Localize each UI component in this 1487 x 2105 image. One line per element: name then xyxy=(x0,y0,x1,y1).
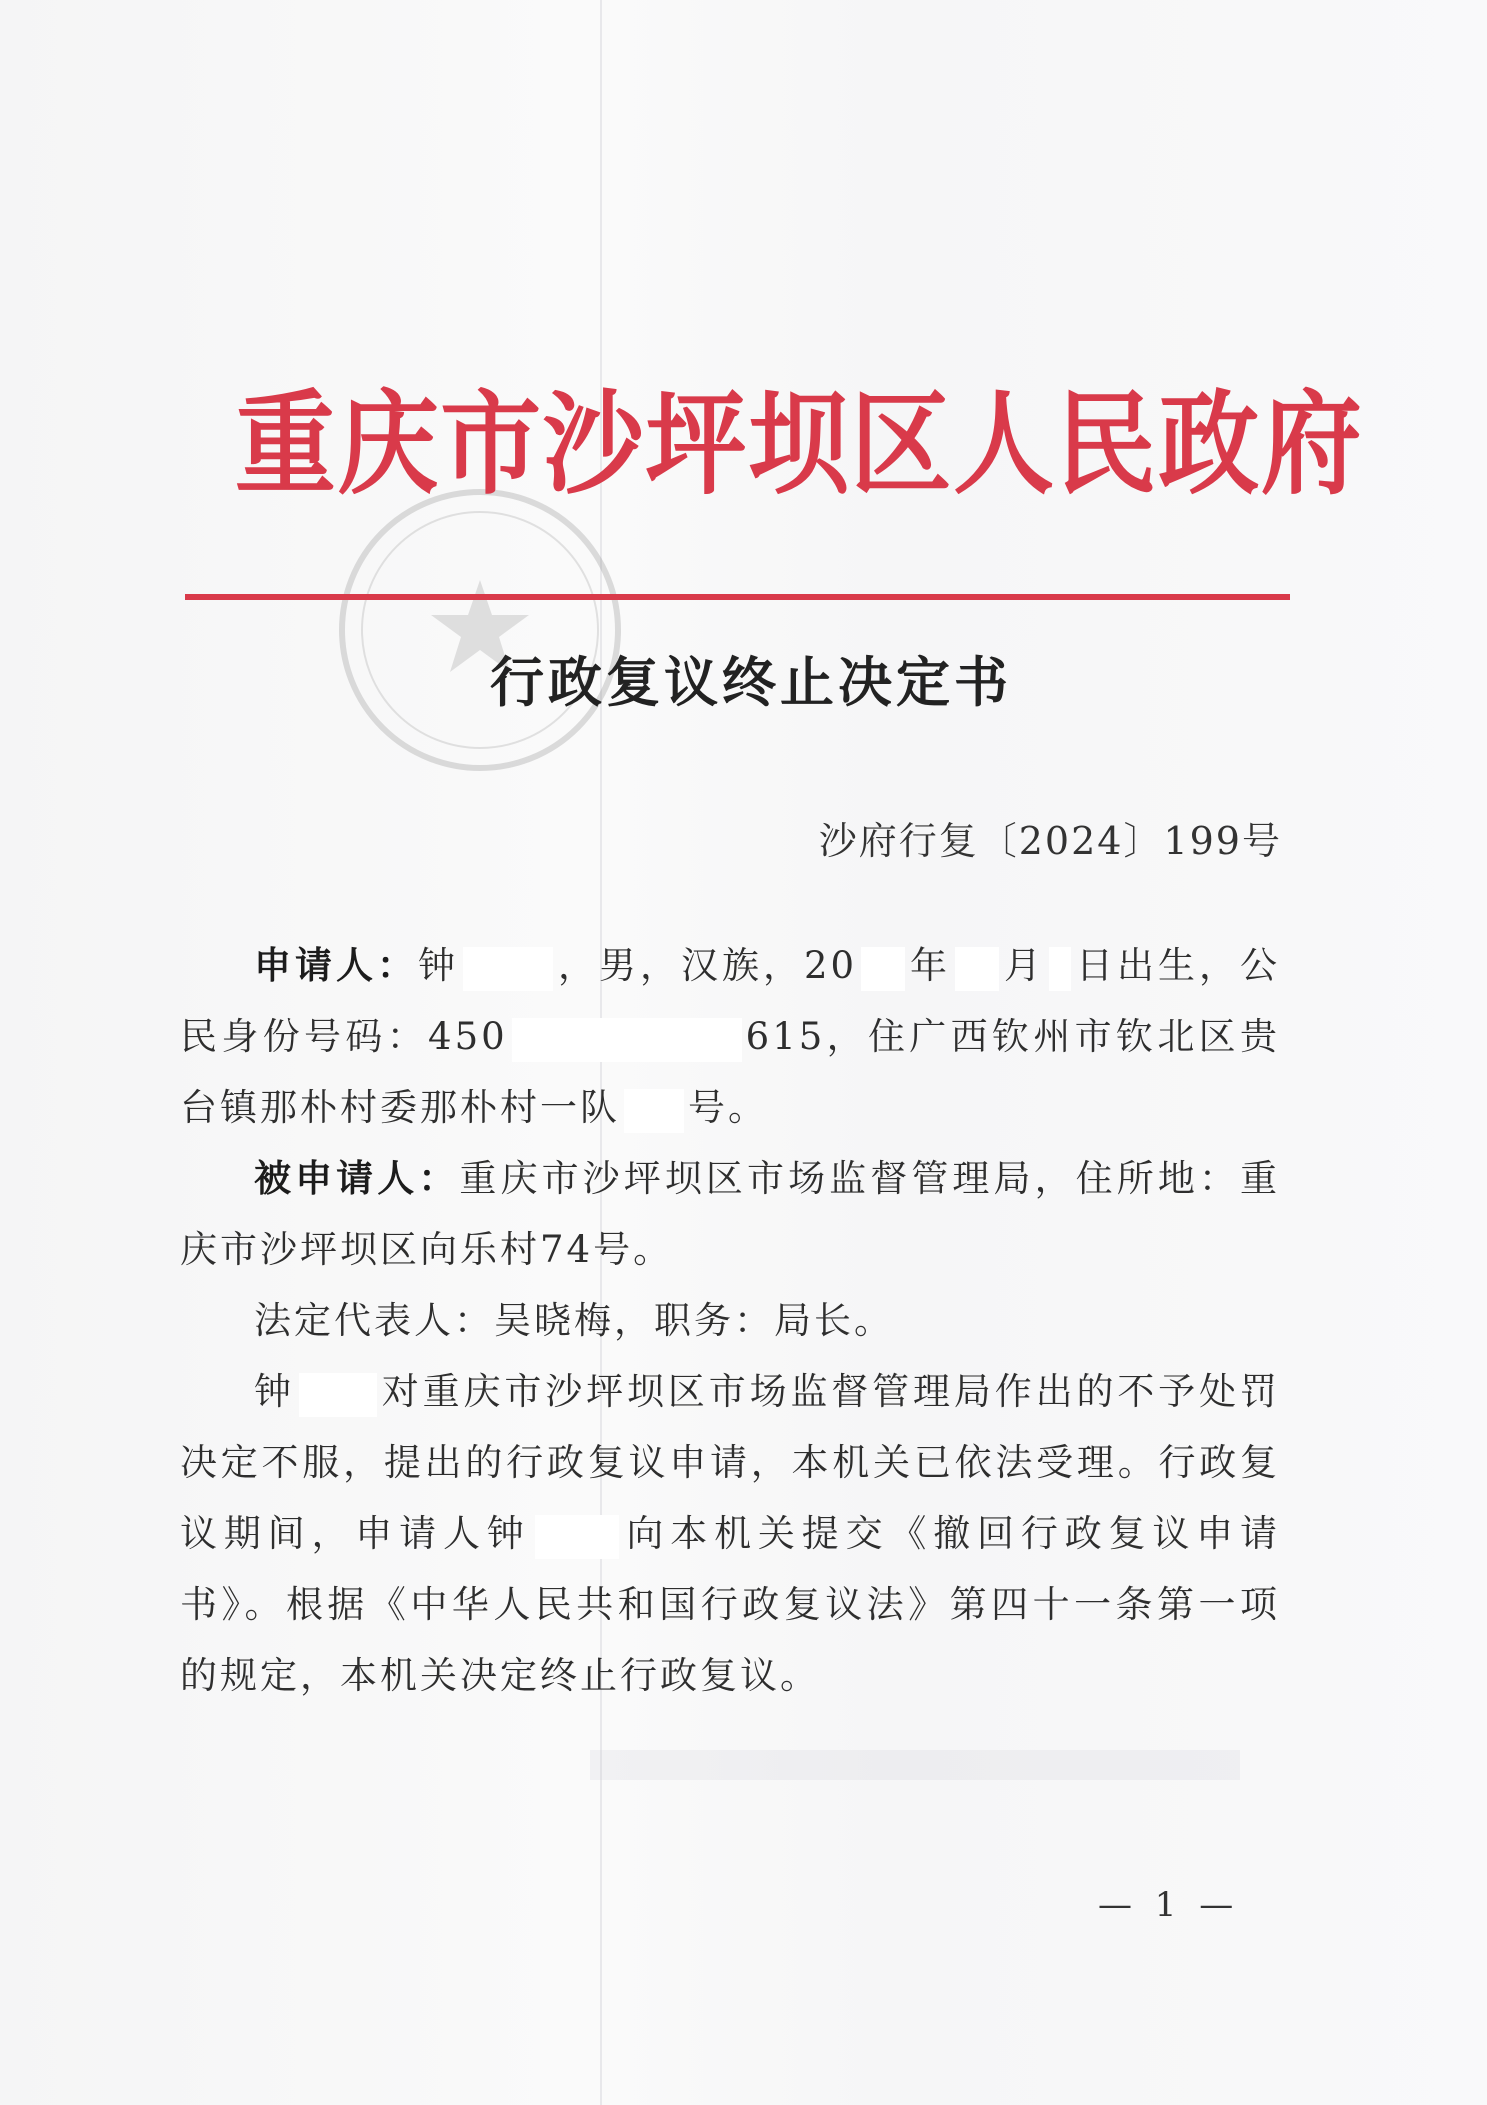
redacted-name xyxy=(535,1515,619,1559)
bleed-through-text xyxy=(590,1750,1240,1780)
page-number: — 1 — xyxy=(1098,1885,1240,1925)
issuing-authority-title: 重庆市沙坪坝区人民政府 xyxy=(235,380,1364,510)
house-suffix: 号。 xyxy=(688,1086,768,1129)
official-seal-icon xyxy=(335,485,625,775)
applicant-id-prefix: 450 xyxy=(428,1015,508,1058)
respondent-text: 重庆市沙坪坝区市场监督管理局，住所地：重庆市沙坪坝区向乐村74号。 xyxy=(180,1157,1281,1271)
document-title: 行政复议终止决定书 xyxy=(490,650,1012,714)
decision-text-part2: 向本机关提交《撤回行政复议申请书》。根据《中华人民共和国行政复议法》第四十一条第一项的规定，本机关决定终止行政复议。 xyxy=(180,1512,1280,1697)
decision-paragraph xyxy=(180,1356,1280,1711)
applicant-gender-ethnicity: ，男，汉族， xyxy=(556,944,804,987)
applicant-address: 住广西钦州市钦北区贵台镇那朴村委那朴村一队 xyxy=(180,1015,1281,1129)
decision-text-part1: 对重庆市沙坪坝区市场监督管理局作出的不予处罚决定不服，提出的行政复议申请，本机关已依法受理。行政复议期间，申请人钟 xyxy=(180,1370,1281,1555)
redacted-name xyxy=(299,1373,377,1417)
document-body xyxy=(180,930,1280,1711)
respondent-paragraph xyxy=(180,1143,1280,1285)
applicant-id-suffix: 615， xyxy=(745,1015,868,1058)
representative-paragraph: 法定代表人：吴晓梅，职务：局长。 xyxy=(254,1299,894,1342)
applicant-name-prefix: 钟 xyxy=(417,944,459,987)
redacted-house-number xyxy=(624,1089,684,1133)
redacted-birth-day xyxy=(1049,947,1071,991)
redacted-name xyxy=(463,947,553,991)
redacted-id-number xyxy=(512,1018,742,1062)
redacted-birth-year xyxy=(861,947,905,991)
applicant-birth-id-label: 日出生，公民身份号码： xyxy=(180,944,1281,1058)
document-number: 沙府行复〔2024〕199号 xyxy=(818,819,1282,863)
applicant-label: 申请人： xyxy=(254,943,418,987)
decision-name-prefix: 钟 xyxy=(254,1370,295,1413)
month-unit: 月 xyxy=(1003,944,1046,987)
redacted-birth-month xyxy=(955,947,999,991)
applicant-birth-year: 20 xyxy=(803,944,858,987)
respondent-label: 被申请人： xyxy=(254,1156,460,1200)
red-divider-line xyxy=(185,594,1290,600)
year-unit: 年 xyxy=(909,944,952,987)
applicant-paragraph xyxy=(180,930,1280,1143)
